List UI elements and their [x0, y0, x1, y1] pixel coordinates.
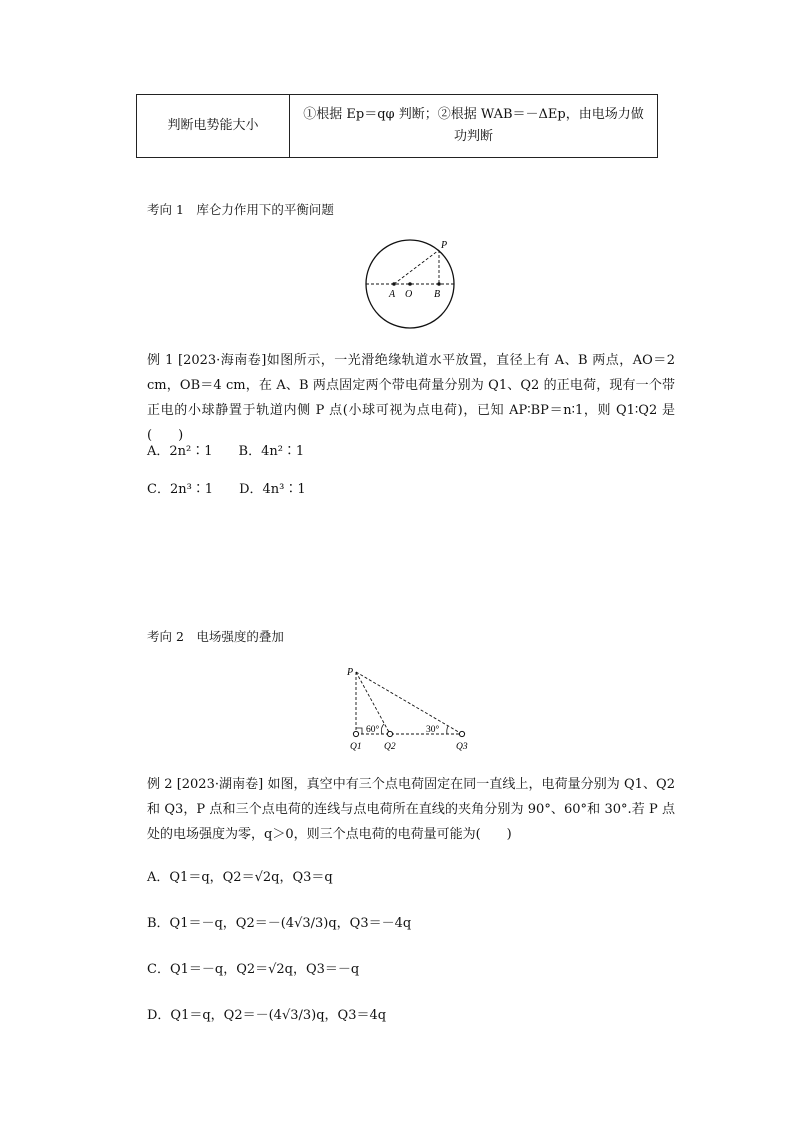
label-60deg: 60°	[366, 725, 380, 735]
angle-60-arc	[381, 724, 384, 734]
section2-heading: 考向 2 电场强度的叠加	[147, 629, 284, 644]
label-b: B	[434, 289, 441, 300]
label-p2: P	[347, 667, 354, 678]
label-o: O	[405, 289, 413, 300]
example1-options-row1	[147, 440, 304, 459]
label-q2: Q2	[384, 742, 396, 752]
option2-a: A．Q1＝q，Q2＝√2q，Q3＝q	[147, 870, 333, 885]
example2-text: 例 2 [2023·湖南卷] 如图，真空中有三个点电荷固定在同一直线上，电荷量分别为 Q1、Q2 和 Q3，P 点和三个点电荷的连线与点电荷所在直线的夹角分别为 90°、60°和 30°.若 P 点处的电场强度为零，q＞0，则三个点电荷的电荷量可能为( )	[147, 777, 675, 842]
example1-options-row2	[147, 478, 306, 497]
table-cell-method: 判断电势能大小	[137, 95, 290, 158]
summary-table	[136, 94, 658, 158]
point-b	[437, 282, 441, 286]
table-row	[137, 95, 658, 158]
label-p: P	[441, 240, 448, 251]
label-q3: Q3	[456, 742, 468, 752]
option-c: C．2n³∶1	[147, 482, 214, 497]
label-q1: Q1	[350, 742, 362, 752]
label-a: A	[389, 289, 396, 300]
option-d: D．4n³∶1	[239, 482, 306, 497]
section1-heading: 考向 1 库仑力作用下的平衡问题	[147, 202, 334, 217]
charge-q3	[459, 731, 464, 736]
point-a	[392, 282, 396, 286]
point-o	[408, 282, 412, 286]
angle-30-arc	[447, 726, 448, 734]
charge-q1	[353, 731, 358, 736]
option2-c: C．Q1＝－q，Q2＝√2q，Q3＝－q	[147, 962, 360, 977]
charge-q2	[387, 731, 392, 736]
option2-d: D．Q1＝q，Q2＝－(4√3/3)q，Q3＝4q	[147, 1008, 387, 1023]
point-charges-figure	[344, 664, 474, 754]
example1-text: 例 1 [2023·海南卷]如图所示，一光滑绝缘轨道水平放置，直径上有 A、B 两点，AO＝2 cm，OB＝4 cm，在 A、B 两点固定两个带电荷量分别为 Q1、Q2 的正电荷，现有一个带正电的小球静置于轨道内侧 P 点(小球可视为点电荷)，已知 AP∶BP＝n∶1，则 Q1∶Q2 是( )	[147, 353, 675, 443]
option2-b: B．Q1＝－q，Q2＝－(4√3/3)q，Q3＝－4q	[147, 916, 412, 931]
label-30deg: 30°	[426, 725, 440, 735]
table-cell-rule: ①根据 Ep＝qφ 判断；②根据 WAB＝－ΔEp，由电场力做功判断	[290, 95, 658, 158]
option-a: A．2n²∶1	[147, 444, 213, 459]
option-b: B．4n²∶1	[238, 444, 305, 459]
line-ap	[394, 250, 439, 284]
circle-track-figure	[362, 236, 462, 332]
